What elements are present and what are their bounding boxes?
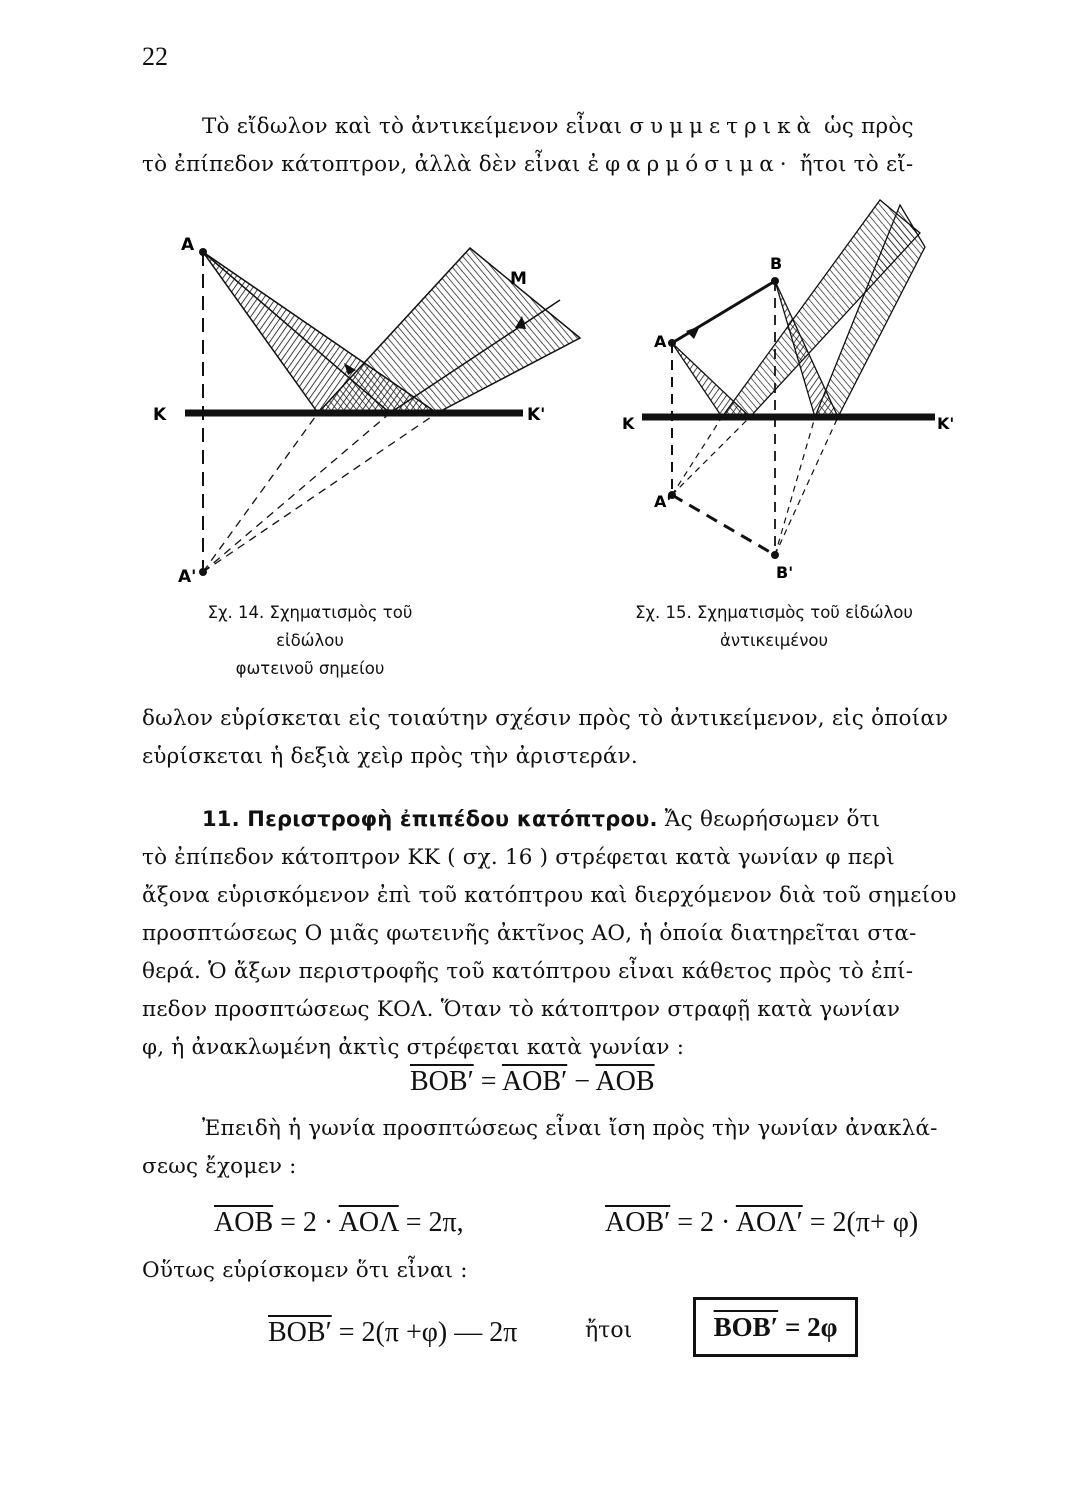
paragraph-line: Οὕτως εὑρίσκομεν ὅτι εἶναι : [142, 1258, 468, 1283]
paragraph-line: δωλον εὑρίσκεται εἰς τοιαύτην σχέσιν πρὸς τὸ ἀντικείμενον, εἰς ὁποίαν [142, 706, 949, 731]
section-heading: 11. Περιστροφὴ ἐπιπέδου κατόπτρου. [202, 807, 658, 831]
point-b [771, 277, 779, 285]
htoi-word: ἤτοι [585, 1318, 633, 1343]
operator: = 2(π +φ) — 2π [331, 1317, 518, 1348]
paragraph-line: φ, ἡ ἀνακλωμένη ἀκτὶς στρέφεται κατὰ γωνίαν : [142, 1035, 685, 1060]
paragraph-1 [142, 108, 914, 184]
text-span: ὡς πρὸς [824, 114, 914, 139]
section-11 [142, 800, 957, 1067]
angle-term: $\overline{AOB}$ [595, 1066, 655, 1097]
operator: = 2(π+ φ) [802, 1207, 919, 1238]
angle-term: AOΛ′ [735, 1207, 803, 1238]
operator: = 2 · [273, 1207, 339, 1238]
point-a [199, 248, 207, 256]
text-span: τὸ ἐπίπεδον κάτοπτρον, ἀλλὰ δὲν εἶναι [142, 152, 581, 177]
paragraph-line: θερά. Ὁ ἄξων περιστροφῆς τοῦ κατόπτρου εἶναι κάθετος πρὸς τὸ ἐπί- [142, 959, 914, 984]
text-span: Ἄς θεωρήσωμεν ὅτι [664, 807, 881, 832]
formula-3 [605, 1207, 918, 1239]
section-11-line-1 [142, 800, 957, 839]
paragraph-1-line-1 [142, 108, 914, 146]
virtual-ray [672, 417, 750, 495]
label-m: M [510, 269, 527, 289]
label-b-prime: B' [776, 563, 794, 582]
paragraph-line: ἄξονα εὑρισκόμενον ἐπὶ τοῦ κατόπτρου καὶ διερχόμενον διὰ τοῦ σημείου [142, 883, 957, 908]
emphasis-spaced: συμμετρικὰ [629, 114, 818, 139]
virtual-ray [775, 417, 838, 555]
operator: = [473, 1066, 502, 1097]
virtual-ray [775, 417, 815, 555]
figure-15 [610, 195, 965, 590]
paragraph-4 [142, 1252, 468, 1290]
ray-line [203, 252, 390, 413]
virtual-ray [203, 413, 390, 572]
label-a: A [181, 235, 195, 255]
paragraph-3 [142, 1110, 938, 1186]
angle-term: AOB′ [605, 1207, 671, 1238]
boxed-result [693, 1297, 858, 1357]
label-k: K [153, 405, 167, 425]
operator: = 2φ [784, 1311, 838, 1342]
caption-line: ἀντικειμένου [719, 631, 829, 650]
paragraph-line: Ἐπειδὴ ἡ γωνία προσπτώσεως εἶναι ἴση πρὸς τὴν γωνίαν ἀνακλά- [202, 1116, 938, 1141]
figure-14 [140, 230, 600, 595]
caption-line: Σχ. 14. Σχηματισμὸς τοῦ εἰδώλου [207, 603, 413, 650]
paragraph-line: σεως ἔχομεν : [142, 1154, 297, 1179]
label-b: B [770, 254, 783, 273]
point-a-prime [199, 568, 207, 576]
arrow-icon [686, 326, 700, 339]
angle-term: AOB′ [501, 1066, 568, 1097]
label-a: A [654, 332, 667, 351]
label-k-prime: K' [937, 414, 955, 433]
paragraph-line: τὸ ἐπίπεδον κάτοπτρον ΚΚ ( σχ. 16 ) στρέφεται κατὰ γωνίαν φ περὶ [142, 845, 895, 870]
formula-1 [410, 1066, 655, 1098]
operator: − [567, 1066, 596, 1097]
virtual-ray [203, 413, 437, 572]
virtual-ray [672, 417, 722, 495]
reflected-beam [318, 248, 580, 413]
point-b-prime [771, 551, 779, 559]
angle-term: BOB′ [410, 1066, 474, 1097]
formula-4 [268, 1317, 517, 1349]
label-k: K [622, 414, 635, 433]
paragraph-line: εὑρίσκεται ἡ δεξιὰ χεὶρ πρὸς τὴν ἀριστεράν. [142, 744, 638, 769]
paragraph-line: προσπτώσεως Ο μιᾶς φωτεινῆς ἀκτῖνος ΑΟ, ἡ ὁποία διατηρεῖται στα- [142, 921, 917, 946]
figure-14-caption [190, 599, 430, 683]
figure-15-caption [593, 599, 955, 655]
angle-term: BOB′ [713, 1311, 779, 1342]
text-span: ἤτοι τὸ εἴ- [799, 152, 914, 177]
paragraph-line: πεδον προσπτώσεως ΚΟΛ. Ὅταν τὸ κάτοπτρον στραφῇ κατὰ γωνίαν [142, 997, 901, 1022]
label-a-prime: A' [178, 567, 197, 587]
caption-line: φωτεινοῦ σημείου [235, 659, 385, 678]
object-segment-ab [672, 281, 775, 343]
label-a-prime: A' [654, 492, 672, 511]
virtual-ray [203, 413, 318, 572]
emphasis-spaced: ἐφαρμόσιμα· [587, 152, 793, 177]
label-k-prime: K' [527, 405, 546, 425]
angle-term: $\overline{AO\Lambda}$ [338, 1207, 399, 1238]
text-span: Τὸ εἴδωλον καὶ τὸ ἀντικείμενον εἶναι [202, 114, 623, 139]
formula-2 [214, 1207, 464, 1239]
paragraph-2 [142, 700, 948, 776]
image-segment-a-prime-b-prime [672, 495, 775, 555]
page-number: 22 [142, 42, 168, 71]
paragraph-1-line-2 [142, 146, 914, 184]
angle-term: BOB′ [268, 1317, 332, 1348]
operator: = 2π, [398, 1207, 464, 1238]
caption-line: Σχ. 15. Σχηματισμὸς τοῦ εἰδώλου [635, 603, 913, 622]
angle-term: $\overline{AOB}$ [214, 1207, 274, 1238]
operator: = 2 · [670, 1207, 736, 1238]
point-a [668, 339, 676, 347]
